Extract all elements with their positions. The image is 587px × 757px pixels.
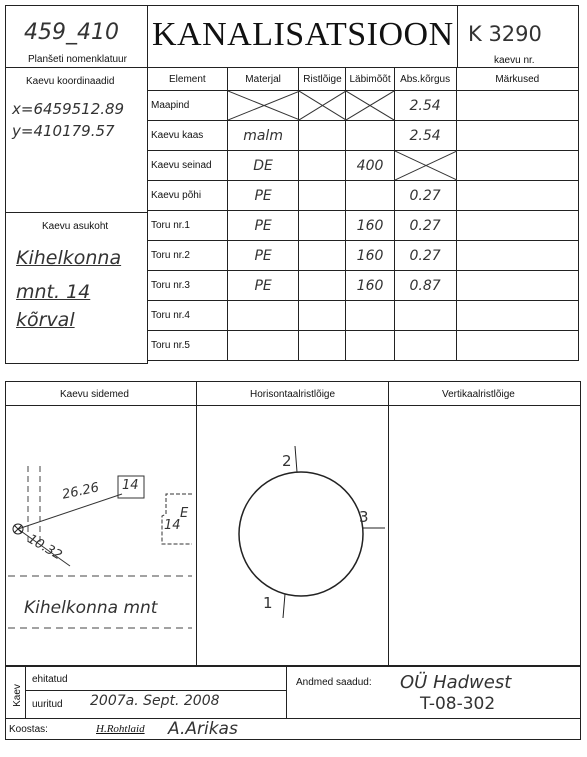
pipe-2-line <box>295 446 297 472</box>
row-element: Kaevu kaas <box>148 121 228 151</box>
vertical-section-label: Vertikaalristlõige <box>442 389 515 400</box>
street-label: Kihelkonna mnt <box>24 598 158 618</box>
page-title: KANALISATSIOON <box>152 16 454 53</box>
cross-mark <box>299 91 346 120</box>
table-row <box>148 91 579 121</box>
row-material <box>227 331 299 361</box>
location-box <box>5 212 148 364</box>
row-diameter <box>346 301 394 331</box>
row-element: Maapind <box>148 91 228 121</box>
title-box <box>147 5 458 68</box>
row-elevation: 0.27 <box>394 181 456 211</box>
data-from-label: Andmed saadud: <box>296 677 372 688</box>
row-cross <box>299 241 346 271</box>
cross-mark <box>395 151 457 180</box>
row-element: Kaevu põhi <box>148 181 228 211</box>
row-cross <box>299 181 346 211</box>
footer-side-label: Kaev <box>11 684 23 707</box>
data-code: T-08-302 <box>420 694 496 714</box>
tie-distance-1: 26.26 <box>60 480 101 503</box>
row-elevation: 0.27 <box>394 211 456 241</box>
row-material: PE <box>227 211 299 241</box>
header-element: Element <box>148 68 228 91</box>
row-diameter: 400 <box>346 151 394 181</box>
row-cross <box>299 331 346 361</box>
cross-mark <box>228 91 300 120</box>
row-element: Toru nr.3 <box>148 271 228 301</box>
cross-mark <box>346 91 394 120</box>
coordinates-box <box>5 67 148 213</box>
row-diameter: 160 <box>346 241 394 271</box>
tie-distance-2: 10.32 <box>24 531 65 564</box>
table-header-row <box>148 68 579 91</box>
row-note <box>456 271 578 301</box>
compiled-signature: A.Arikas <box>168 719 238 739</box>
row-diameter <box>346 121 394 151</box>
sheet-label: Planšeti nomenklatuur <box>28 54 127 65</box>
row-material: DE <box>227 151 299 181</box>
building-label-1: 14 <box>122 478 139 493</box>
row-cross <box>299 151 346 181</box>
row-element: Toru nr.4 <box>148 301 228 331</box>
location-line-2: mnt. 14 <box>16 281 91 303</box>
row-elevation: 2.54 <box>394 91 456 121</box>
row-cross <box>299 271 346 301</box>
row-diameter <box>346 331 394 361</box>
footer-row-divider <box>25 690 286 691</box>
table-row <box>148 211 579 241</box>
horizontal-section-sketch <box>197 406 387 664</box>
surveyed-value: 2007a. Sept. 2008 <box>90 693 220 709</box>
row-cross <box>299 121 346 151</box>
compiled-stamp: H.Rohtlaid <box>96 723 145 735</box>
footer-column-divider <box>286 666 287 718</box>
row-elevation: 2.54 <box>394 121 456 151</box>
header-elevation: Abs.kõrgus <box>394 68 456 91</box>
well-id: K 3290 <box>468 22 542 46</box>
row-note <box>456 121 578 151</box>
pipe-2-label: 2 <box>282 452 292 470</box>
surveyed-label: uuritud <box>32 699 63 710</box>
well-circle <box>239 472 363 596</box>
sheet-number: 459_410 <box>24 20 119 45</box>
header-material: Materjal <box>227 68 299 91</box>
well-data-table <box>147 67 579 361</box>
table-row <box>148 331 579 361</box>
location-line-1: Kihelkonna <box>16 247 122 269</box>
horizontal-section-label: Horisontaalristlõige <box>250 389 336 400</box>
row-elevation <box>394 301 456 331</box>
table-row <box>148 301 579 331</box>
row-element: Toru nr.5 <box>148 331 228 361</box>
location-line-3: kõrval <box>16 309 75 331</box>
row-note <box>456 91 578 121</box>
row-elevation: 0.27 <box>394 241 456 271</box>
header-notes: Märkused <box>456 68 578 91</box>
compiled-label: Koostas: <box>9 724 48 735</box>
coordinates-label: Kaevu koordinaadid <box>26 76 115 87</box>
sketch-divider-2 <box>388 381 389 666</box>
well-id-box <box>457 5 579 68</box>
row-element: Kaevu seinad <box>148 151 228 181</box>
coord-y: y=410179.57 <box>12 122 115 140</box>
table-row <box>148 121 579 151</box>
row-diameter: 160 <box>346 211 394 241</box>
crossed-cell <box>346 91 394 121</box>
building-letter: E <box>180 506 189 521</box>
table-row <box>148 241 579 271</box>
row-elevation: 0.87 <box>394 271 456 301</box>
row-material: malm <box>227 121 299 151</box>
crossed-cell <box>394 151 456 181</box>
row-element: Toru nr.1 <box>148 211 228 241</box>
row-diameter: 160 <box>346 271 394 301</box>
header-diameter: Läbimõõt <box>346 68 394 91</box>
row-material: PE <box>227 181 299 211</box>
footer-compiled-divider <box>5 718 581 719</box>
row-cross <box>299 301 346 331</box>
well-id-label: kaevu nr. <box>494 55 535 66</box>
row-material <box>227 301 299 331</box>
row-element: Toru nr.2 <box>148 241 228 271</box>
row-note <box>456 301 578 331</box>
pipe-3-label: 3 <box>359 508 369 526</box>
crossed-cell <box>299 91 346 121</box>
footer-side-divider <box>25 666 26 718</box>
row-material: PE <box>227 241 299 271</box>
pipe-1-line <box>283 594 285 618</box>
building-label-2: 14 <box>164 518 181 533</box>
row-elevation <box>394 331 456 361</box>
table-row <box>148 181 579 211</box>
table-row <box>148 151 579 181</box>
row-note <box>456 241 578 271</box>
location-label: Kaevu asukoht <box>42 221 109 232</box>
row-note <box>456 181 578 211</box>
row-cross <box>299 211 346 241</box>
pipe-1-label: 1 <box>263 594 273 612</box>
data-from-value: OÜ Hadwest <box>400 672 512 693</box>
table-row <box>148 271 579 301</box>
header-cross-section: Ristlõige <box>299 68 346 91</box>
coord-x: x=6459512.89 <box>12 100 125 118</box>
row-diameter <box>346 181 394 211</box>
built-label: ehitatud <box>32 674 68 685</box>
row-material: PE <box>227 271 299 301</box>
ties-label: Kaevu sidemed <box>60 389 129 400</box>
row-note <box>456 211 578 241</box>
sheet-box <box>5 5 148 68</box>
crossed-cell <box>227 91 299 121</box>
row-note <box>456 151 578 181</box>
row-note <box>456 331 578 361</box>
